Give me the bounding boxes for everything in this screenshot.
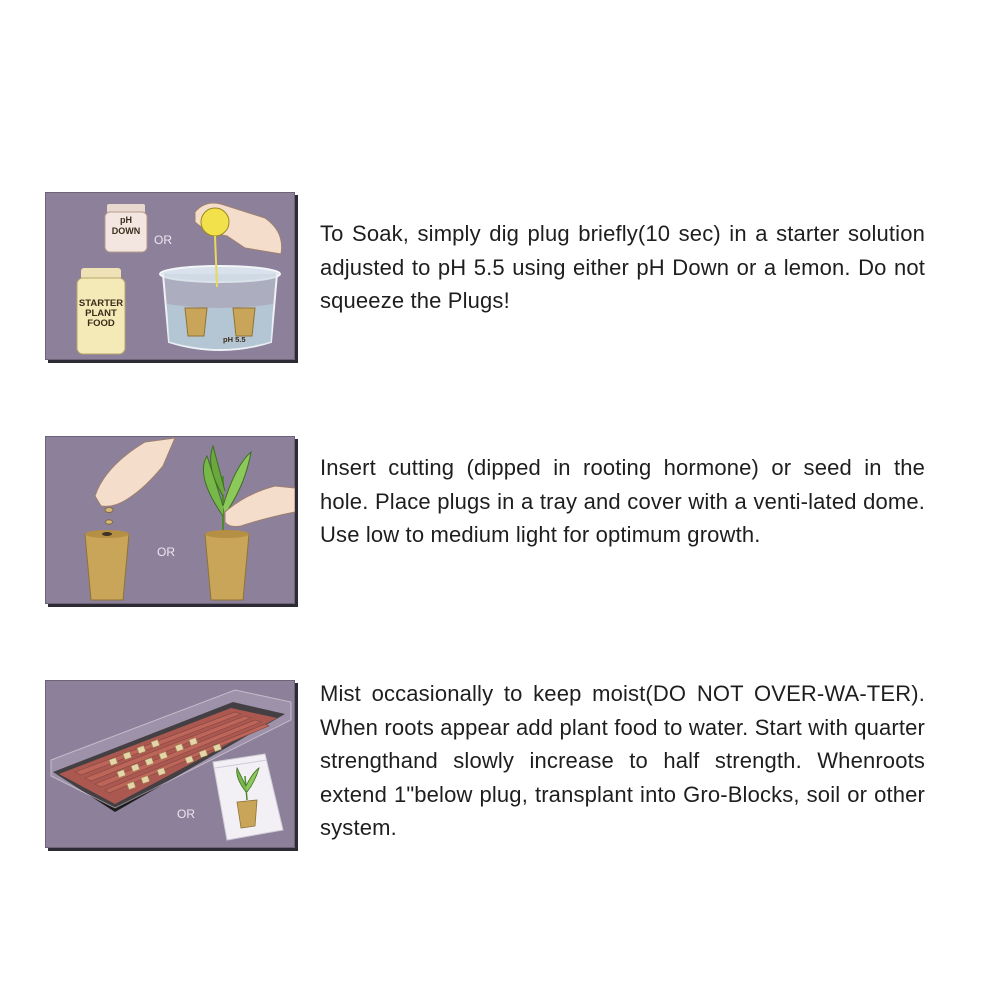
plug-right [205,530,249,600]
tray-illustration [45,680,295,848]
ph-level-label: pH 5.5 [223,335,246,344]
soak-illustration [45,192,295,360]
or-label: OR [154,233,172,247]
plant-bag [213,754,283,840]
svg-text:FOOD: FOOD [87,318,115,329]
mist-instructions: Mist occasionally to keep moist(DO NOT OVER-WA-TER). When roots appear add plant food to water. Start with quarter strengthand slowly increase to half strength. Whenroots extend 1"below plug, transplant into Gro-Blocks, soil or other system. [320,681,925,840]
hand-seed [95,438,175,524]
insert-illustration [45,436,295,604]
svg-text:pH: pH [120,215,132,225]
svg-text:PLANT: PLANT [85,308,117,319]
ph-down-jar [105,204,147,252]
water-bowl [160,266,280,350]
soak-instructions: To Soak, simply dig plug briefly(10 sec) in a starter solution adjusted to pH 5.5 using either pH Down or a lemon. Do not squeeze the Plugs! [320,221,925,313]
svg-text:STARTER: STARTER [78,298,124,309]
plug-left [85,530,129,600]
or-label: OR [157,545,175,559]
starter-plant-food-jar [77,268,125,354]
or-label: OR [177,807,195,821]
insert-instructions: Insert cutting (dipped in rooting hormone) or seed in the hole. Place plugs in a tray and cover with a venti-lated dome. Use low to medium light for optimum growth. [320,455,925,547]
svg-text:DOWN: DOWN [111,226,141,236]
